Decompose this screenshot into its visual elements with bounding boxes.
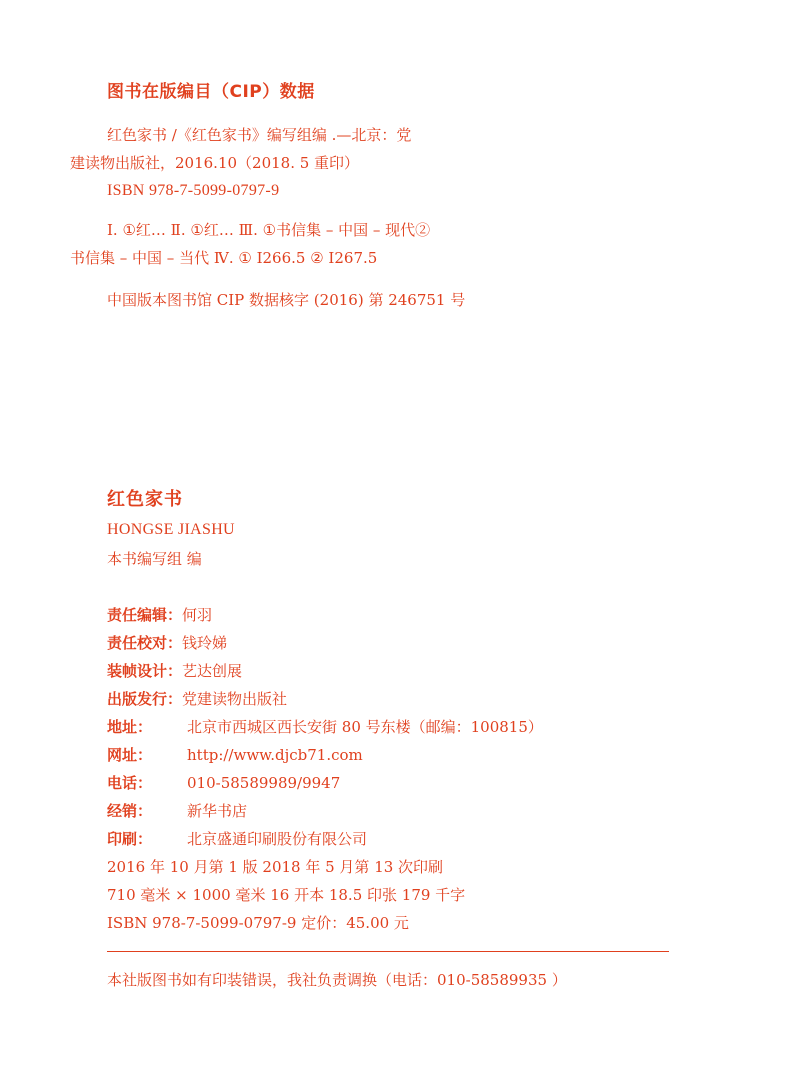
cip-isbn: ISBN 978-7-5099-0797-9 (107, 182, 280, 199)
book-author: 本书编写组 编 (107, 550, 202, 568)
return-notice: 本社版图书如有印装错误，我社负责调换（电话：010-58589935 ） (107, 971, 567, 989)
detail-value: 北京盛通印刷股份有限公司 (187, 830, 368, 848)
book-title: 红色家书 (107, 489, 183, 510)
format-line: 710 毫米 × 1000 毫米 16 开本 18.5 印张 179 千字 (107, 886, 466, 904)
credit-value: 何羽 (182, 606, 213, 624)
detail-label-char: 销： (122, 802, 153, 820)
detail-label-char: 印 (107, 830, 123, 848)
credit-value: 党建读物出版社 (182, 690, 288, 708)
detail-value: 北京市西城区西长安街 80 号东楼（邮编：100815） (187, 718, 543, 736)
detail-label (107, 832, 187, 847)
credit-publisher (107, 692, 287, 707)
detail-label-char: 刷： (122, 830, 153, 848)
edition-line: 2016 年 10 月第 1 版 2018 年 5 月第 13 次印刷 (107, 858, 444, 876)
detail-value: 新华书店 (187, 802, 248, 820)
isbn-price-line: ISBN 978-7-5099-0797-9 定价：45.00 元 (107, 914, 409, 932)
detail-label (107, 804, 187, 819)
detail-label (107, 748, 187, 763)
credit-label: 责任校对： (107, 634, 183, 652)
cip-line-1: 红色家书 /《红色家书》编写组编 .—北京：党 (107, 126, 412, 144)
detail-label-char: 话： (122, 774, 153, 792)
detail-label-char: 址： (122, 718, 153, 736)
detail-distributor (107, 804, 247, 819)
credit-label: 责任编辑： (107, 606, 183, 624)
credit-label: 装帧设计： (107, 662, 183, 680)
credit-value: 艺达创展 (182, 662, 243, 680)
cip-line-2: 建读物出版社，2016.10（2018. 5 重印） (70, 154, 360, 172)
detail-website (107, 748, 363, 763)
cip-heading: 图书在版编目（CIP）数据 (107, 82, 315, 102)
credit-value: 钱玲娣 (182, 634, 228, 652)
detail-label-char: 电 (107, 774, 123, 792)
detail-phone (107, 776, 340, 791)
cip-classification-1: Ⅰ. ①红… Ⅱ. ①红… Ⅲ. ①书信集 – 中国 – 现代② (107, 221, 431, 239)
detail-label-char: 网 (107, 746, 123, 764)
divider (107, 951, 669, 952)
credit-editor (107, 608, 212, 623)
credit-label: 出版发行： (107, 690, 183, 708)
credit-proofreader (107, 636, 227, 651)
detail-label (107, 720, 187, 735)
book-pinyin: HONGSE JIASHU (107, 521, 235, 538)
cip-record-number: 中国版本图书馆 CIP 数据核字 (2016) 第 246751 号 (107, 291, 466, 309)
detail-label-char: 地 (107, 718, 123, 736)
detail-value: 010-58589989/9947 (187, 774, 341, 792)
detail-printer (107, 832, 367, 847)
detail-value: http://www.djcb71.com (187, 746, 363, 764)
cip-classification-2: 书信集 – 中国 – 当代 Ⅳ. ① I266.5 ② I267.5 (70, 249, 378, 267)
detail-label (107, 776, 187, 791)
detail-label-char: 址： (122, 746, 153, 764)
detail-label-char: 经 (107, 802, 123, 820)
detail-address (107, 720, 543, 735)
credit-designer (107, 664, 242, 679)
